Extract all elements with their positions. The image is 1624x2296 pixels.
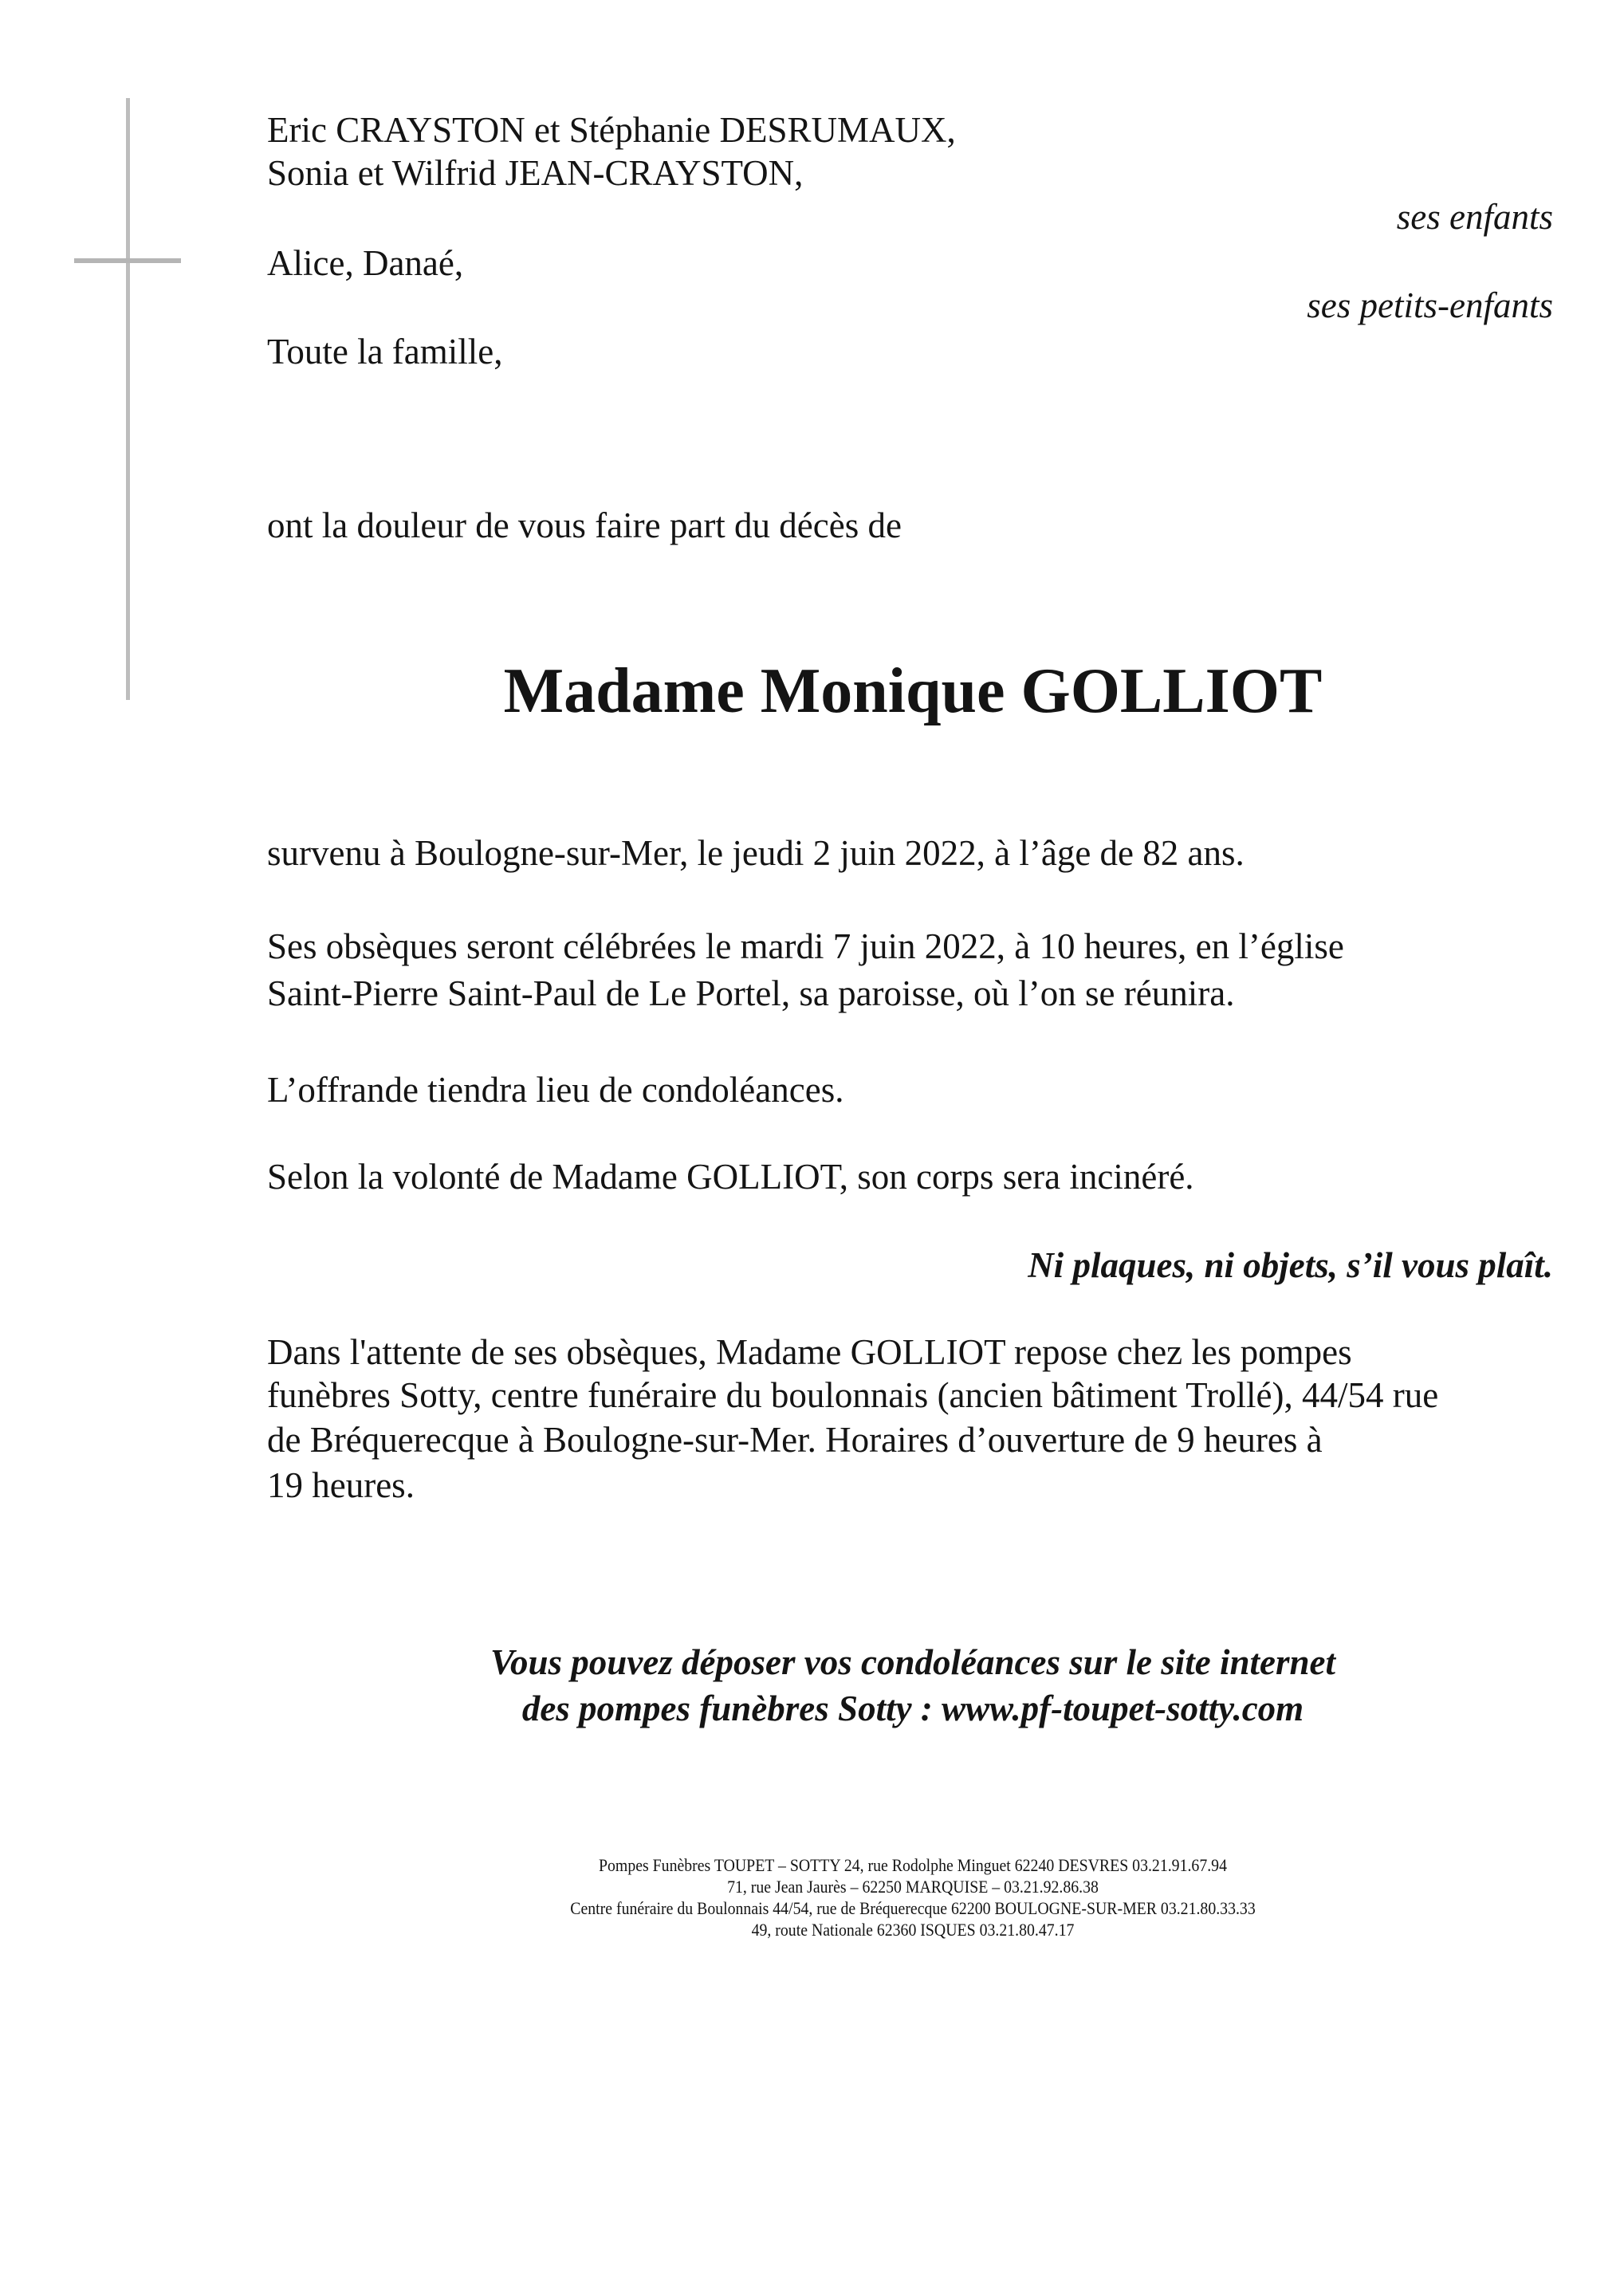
resting-place-2: funèbres Sotty, centre funéraire du boulonnais (ancien bâtiment Trollé), 44/54 rue [267,1375,1439,1415]
announcement: ont la douleur de vous faire part du décès de [267,505,902,545]
funeral-details-2: Saint-Pierre Saint-Paul de Le Portel, sa paroisse, où l’on se réunira. [267,973,1235,1013]
offering-note: L’offrande tiendra lieu de condoléances. [267,1070,844,1110]
role-children: ses enfants [1396,197,1553,237]
cremation-note: Selon la volonté de Madame GOLLIOT, son corps sera incinéré. [267,1157,1194,1197]
condolences-line-1: Vous pouvez déposer vos condoléances sur le site internet [490,1642,1335,1682]
family-line-grandchildren: Alice, Danaé, [267,243,464,283]
footer-address-desvres: Pompes Funèbres TOUPET – SOTTY 24, rue Rodolphe Minguet 62240 DESVRES 03.21.91.67.94 [599,1855,1227,1875]
cross-horizontal-bar [74,258,181,263]
footer-address-marquise: 71, rue Jean Jaurès – 62250 MARQUISE – 03.21.92.86.38 [727,1877,1099,1897]
footer-address-isques: 49, route Nationale 62360 ISQUES 03.21.80.47.17 [751,1920,1075,1940]
footer-address-boulogne: Centre funéraire du Boulonnais 44/54, rue de Bréquerecque 62200 BOULOGNE-SUR-MER 03.21.80.33.33 [570,1898,1256,1918]
death-details: survenu à Boulogne-sur-Mer, le jeudi 2 juin 2022, à l’âge de 82 ans. [267,833,1245,873]
family-line-children-1: Eric CRAYSTON et Stéphanie DESRUMAUX, [267,110,956,150]
resting-place-3: de Bréquerecque à Boulogne-sur-Mer. Horaires d’ouverture de 9 heures à [267,1420,1323,1460]
deceased-name: Madame Monique GOLLIOT [503,656,1323,726]
resting-place-1: Dans l'attente de ses obsèques, Madame GOLLIOT repose chez les pompes [267,1332,1352,1372]
funeral-details-1: Ses obsèques seront célébrées le mardi 7 juin 2022, à 10 heures, en l’église [267,926,1344,966]
no-flowers-note: Ni plaques, ni objets, s’il vous plaît. [1028,1245,1553,1285]
resting-place-4: 19 heures. [267,1465,415,1505]
cross-vertical-bar [126,98,130,700]
role-grandchildren: ses petits-enfants [1307,285,1553,325]
family-line-children-2: Sonia et Wilfrid JEAN-CRAYSTON, [267,153,804,193]
family-line-all: Toute la famille, [267,332,503,372]
condolences-line-2: des pompes funèbres Sotty : www.pf-toupet-sotty.com [521,1689,1304,1728]
